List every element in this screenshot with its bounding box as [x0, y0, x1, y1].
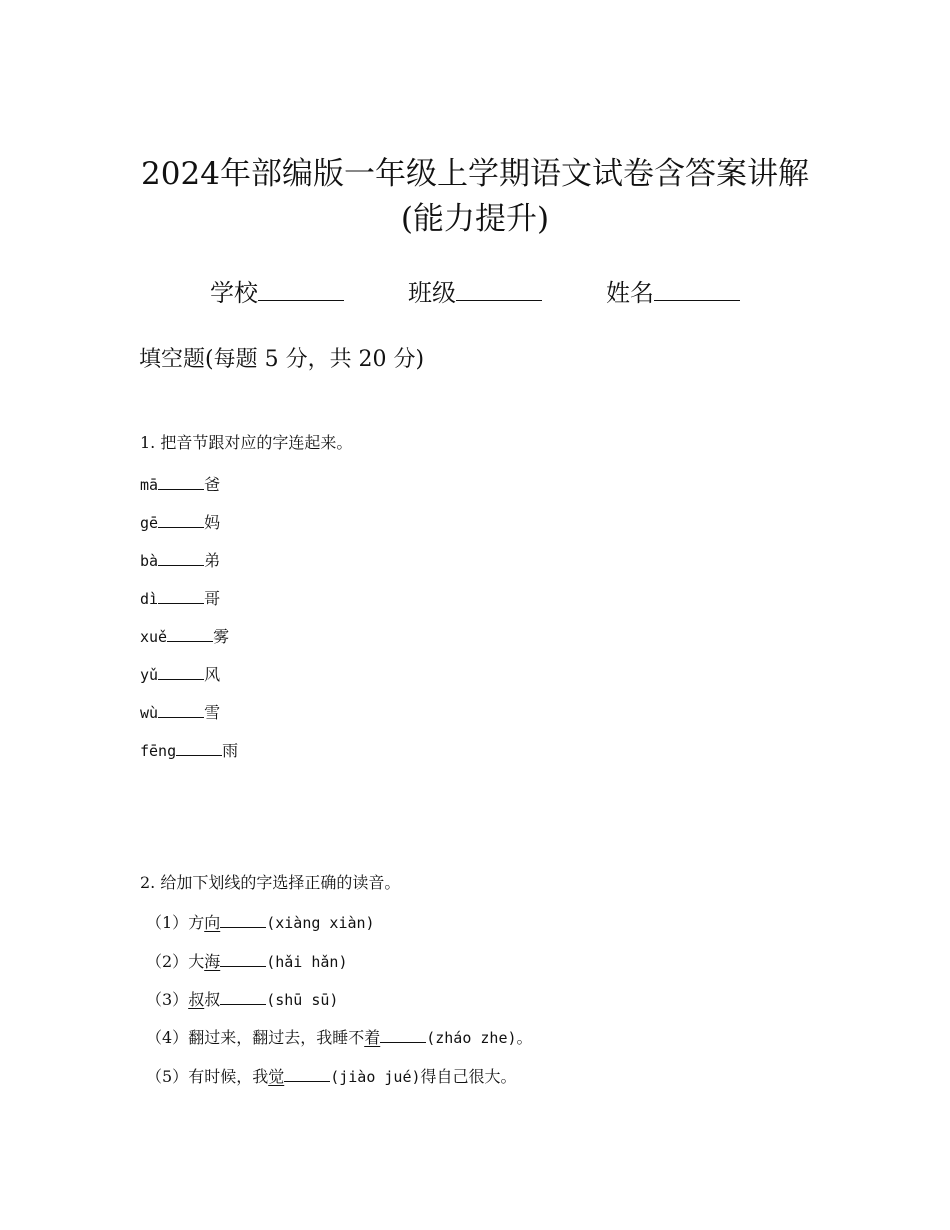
q1-char: 风: [204, 665, 221, 684]
q2-target-char: 觉: [268, 1067, 285, 1086]
q2-item: [146, 1063, 517, 1088]
page-title: 2024年部编版一年级上学期语文试卷含答案讲解: [141, 156, 809, 192]
q1-blank: [158, 547, 204, 566]
question-2-prompt: 2. 给加下划线的字选择正确的读音。: [140, 873, 401, 892]
q2-blank: [220, 948, 266, 967]
school-label: 学校: [210, 279, 258, 307]
q2-text: 大: [188, 952, 205, 971]
student-info-row: [0, 276, 950, 310]
q2-blank: [220, 909, 266, 928]
q1-pinyin: fēng: [140, 742, 177, 760]
q2-item: [146, 986, 338, 1011]
school-field: [210, 276, 344, 310]
q1-row: [140, 661, 220, 686]
q1-blank: [176, 737, 222, 756]
q2-item-number: （1）: [146, 913, 189, 932]
q1-pinyin: wù: [140, 704, 159, 722]
q2-text: 有时候，我: [188, 1067, 269, 1086]
q2-item-number: （3）: [146, 990, 189, 1009]
q1-char: 雪: [204, 703, 221, 722]
q2-options: (zháo zhe): [426, 1029, 517, 1047]
question-1-prompt: 1. 把音节跟对应的字连起来。: [140, 433, 353, 452]
q1-row: [140, 623, 229, 648]
q2-text: 翻过来，翻过去，我睡不: [188, 1028, 365, 1047]
q2-options: (xiàng xiàn): [266, 914, 375, 932]
name-field: [606, 276, 740, 310]
q2-text: 方: [188, 913, 205, 932]
class-label: 班级: [408, 279, 456, 307]
q2-target-char: 叔: [188, 990, 205, 1009]
page-subtitle: (能力提升): [400, 201, 550, 237]
q1-pinyin: mā: [140, 476, 159, 494]
q2-blank: [284, 1063, 330, 1082]
school-blank: [258, 276, 344, 301]
q2-item-number: （5）: [146, 1067, 189, 1086]
q2-options: (jiào jué): [330, 1068, 421, 1086]
q1-row: [140, 547, 220, 572]
section-title: 填空题(每题 5 分，共 20 分): [139, 347, 425, 372]
q1-row: [140, 737, 238, 762]
q1-char: 哥: [204, 589, 221, 608]
q1-row: [140, 471, 220, 496]
q2-options: (shū sū): [266, 991, 339, 1009]
q1-blank: [158, 585, 204, 604]
name-label: 姓名: [606, 279, 654, 307]
class-blank: [456, 276, 542, 301]
q2-tail: 得自己很大。: [420, 1067, 517, 1086]
q1-char: 爸: [204, 475, 221, 494]
q2-text: 叔: [204, 990, 221, 1009]
name-blank: [654, 276, 740, 301]
q1-char: 雨: [222, 741, 239, 760]
q1-blank: [158, 509, 204, 528]
q1-pinyin: yǔ: [140, 666, 159, 684]
q1-char: 妈: [204, 513, 221, 532]
q2-target-char: 向: [204, 913, 221, 932]
q2-item: [146, 1024, 533, 1049]
q1-blank: [158, 699, 204, 718]
q1-blank: [158, 661, 204, 680]
q1-char: 雾: [213, 627, 230, 646]
q2-item: [146, 909, 375, 934]
q1-blank: [158, 471, 204, 490]
q1-row: [140, 699, 220, 724]
q2-item-number: （2）: [146, 952, 189, 971]
q2-item-number: （4）: [146, 1028, 189, 1047]
q2-blank: [220, 986, 266, 1005]
q2-blank: [380, 1024, 426, 1043]
q1-pinyin: xuě: [140, 628, 168, 646]
q2-target-char: 着: [364, 1028, 381, 1047]
q1-row: [140, 585, 220, 610]
q1-pinyin: dì: [140, 590, 159, 608]
q2-options: (hǎi hǎn): [266, 953, 348, 971]
q1-row: [140, 509, 220, 534]
class-field: [408, 276, 542, 310]
q2-item: [146, 948, 348, 973]
q1-pinyin: bà: [140, 552, 159, 570]
q1-pinyin: gē: [140, 514, 159, 532]
q2-tail: 。: [516, 1028, 533, 1047]
q2-target-char: 海: [204, 952, 221, 971]
q1-blank: [167, 623, 213, 642]
q1-char: 弟: [204, 551, 221, 570]
